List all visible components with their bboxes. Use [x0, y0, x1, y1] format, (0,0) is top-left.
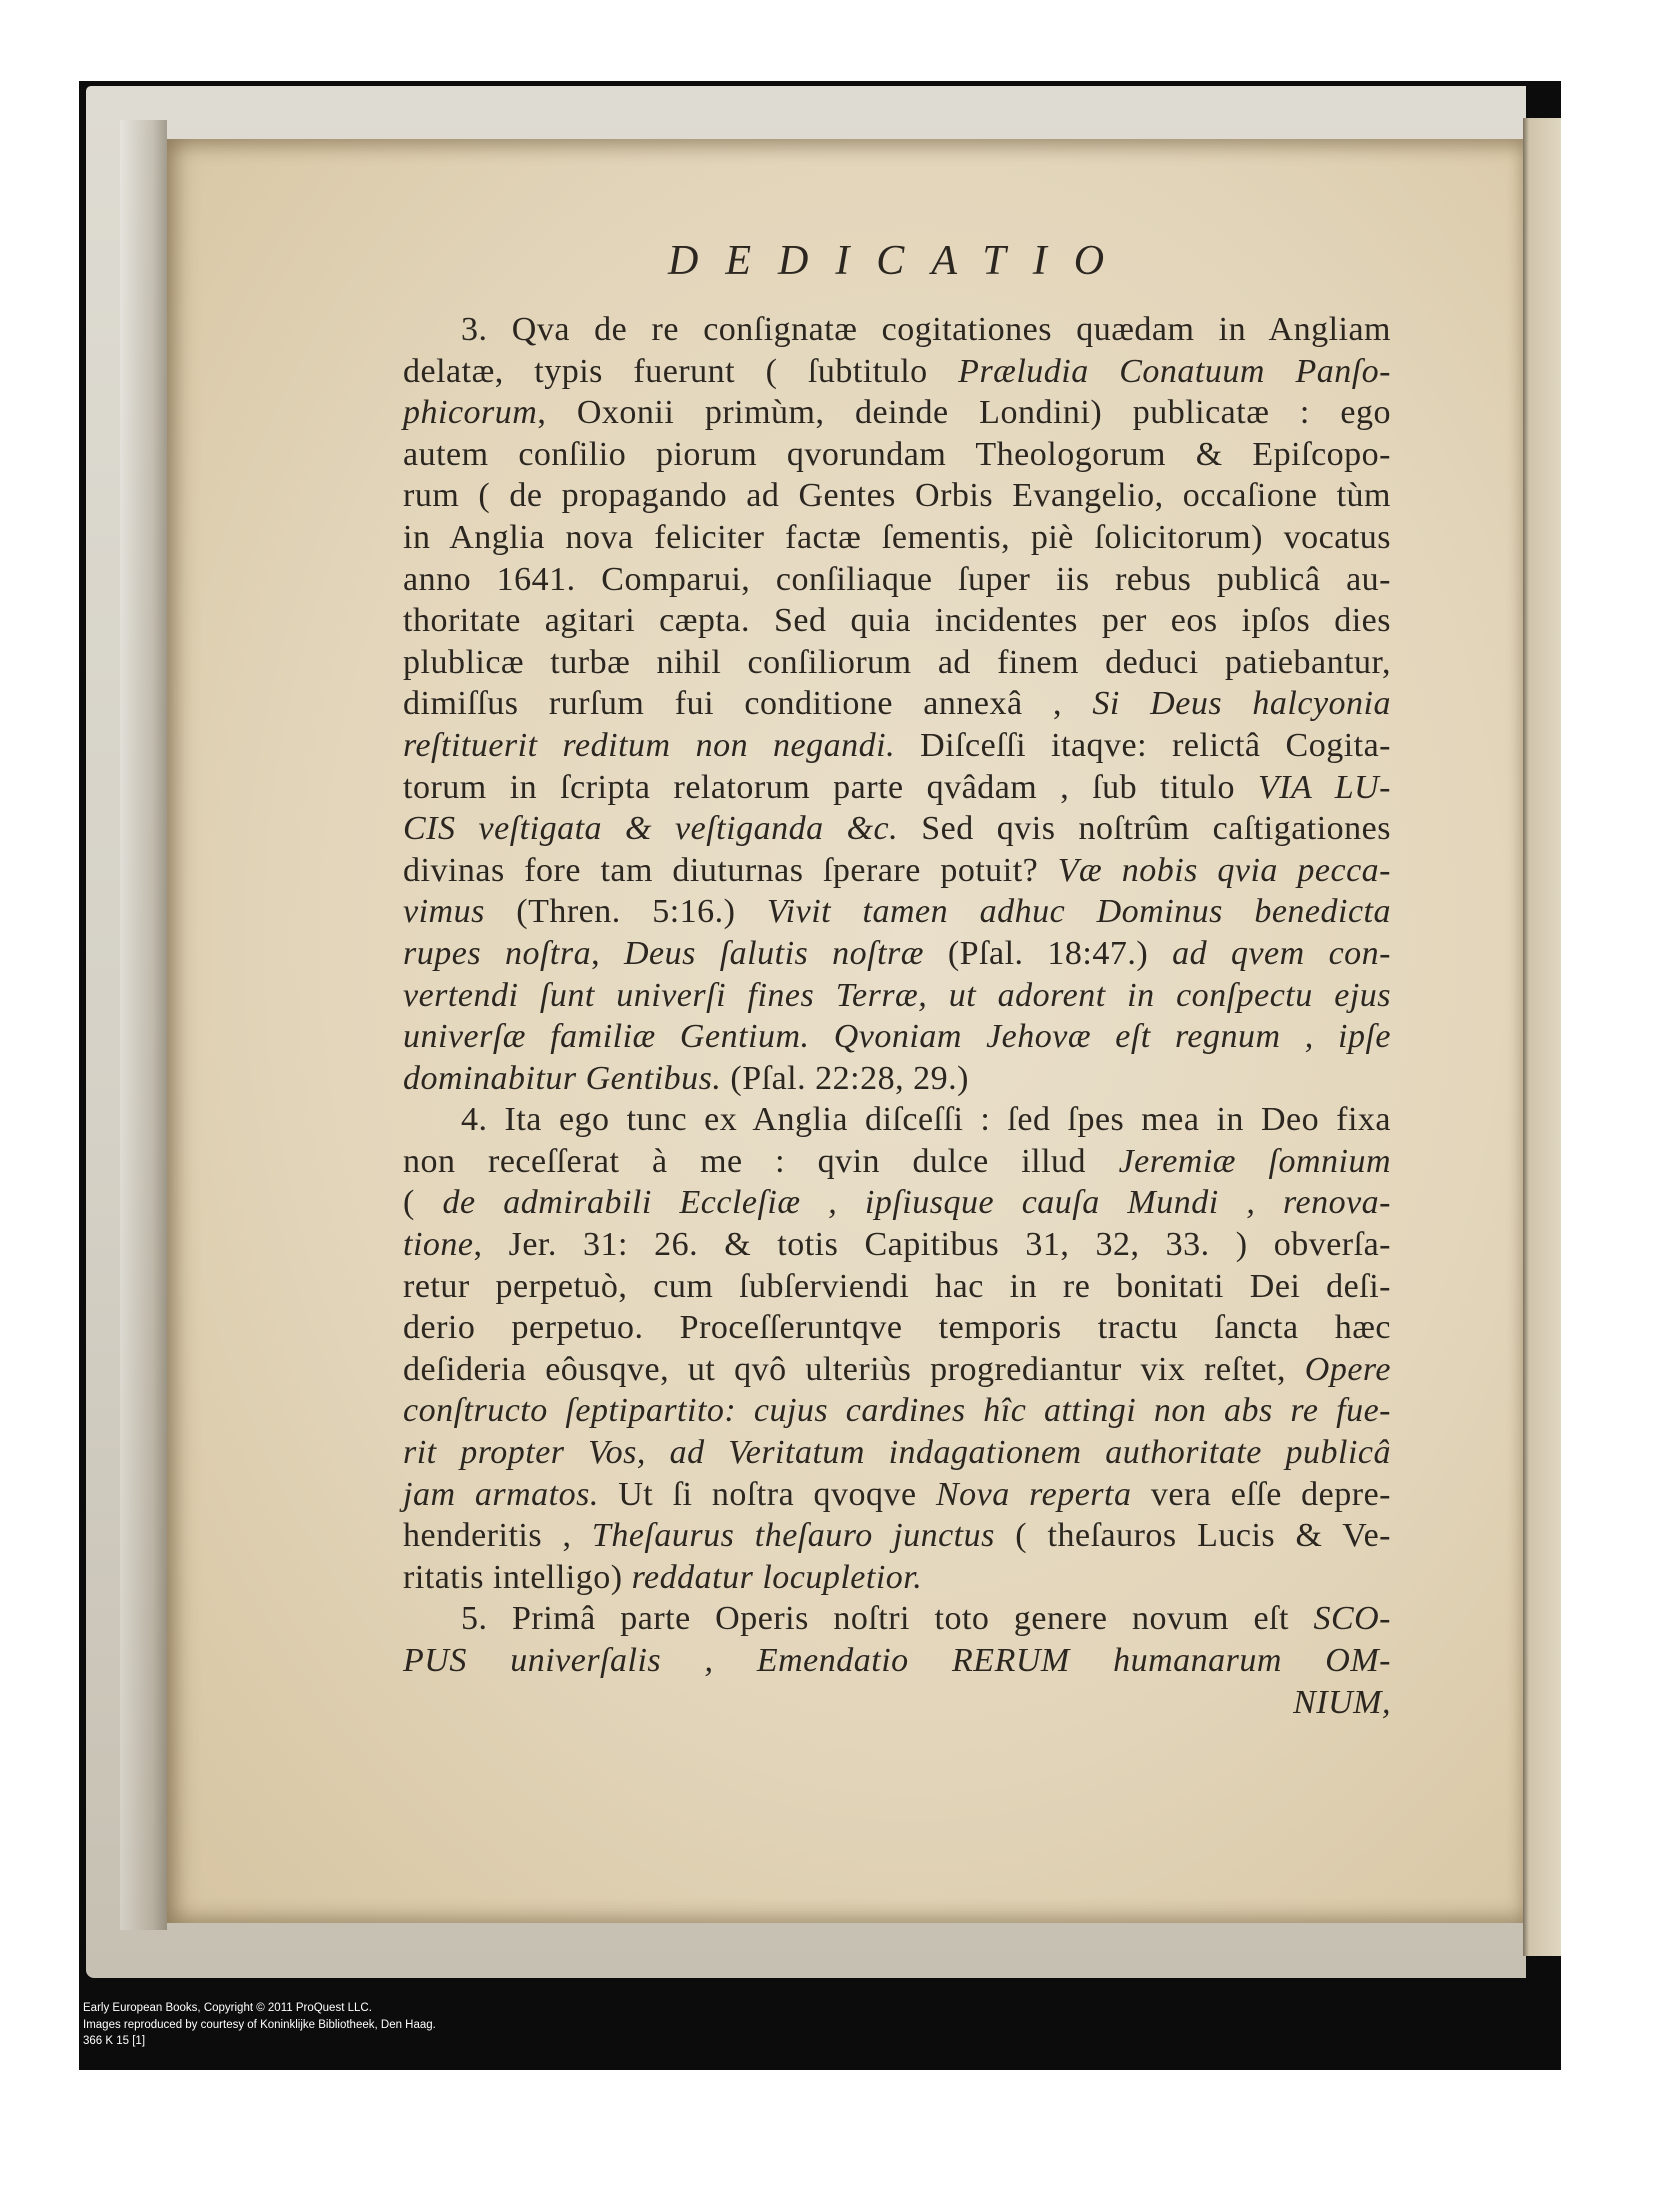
roman-text: retur perpetuò, cum ſubſerviendi hac in re bonitati Dei deſi- — [403, 1267, 1391, 1305]
roman-text: henderitis , — [403, 1517, 592, 1555]
text-line — [403, 559, 1391, 601]
italic-text: SCO- — [1313, 1600, 1391, 1638]
roman-text: in Anglia nova feliciter factæ ſementis, piè ſolicitorum) vocatus — [403, 518, 1391, 556]
roman-text: 3. Qva de re conſignatæ cogitationes quædam in Angliam — [461, 311, 1391, 348]
roman-text: vera eſſe depre- — [1131, 1475, 1392, 1513]
italic-text: tione — [403, 1226, 474, 1264]
text-line — [403, 1515, 1391, 1557]
paragraph — [403, 1598, 1391, 1723]
italic-text: Deus ſalutis noſtræ — [623, 934, 924, 972]
text-line — [403, 475, 1391, 517]
italic-text: reſtituerit reditum non negandi. — [403, 726, 896, 764]
text-line — [403, 975, 1391, 1017]
text-block — [403, 309, 1391, 1723]
text-line — [403, 891, 1391, 933]
italic-text: Opere — [1304, 1350, 1391, 1388]
italic-text: jam armatos. — [403, 1475, 599, 1513]
paragraph — [403, 1099, 1391, 1598]
roman-text: 5. Primâ parte Operis noſtri toto genere novum eſt — [461, 1600, 1314, 1638]
text-line — [403, 683, 1391, 725]
text-line — [403, 600, 1391, 642]
footer-shelfmark: 366 K 15 [1] — [83, 2035, 146, 2048]
roman-text: ritatis intelligo) — [403, 1558, 632, 1596]
footer-copyright: Early European Books, Copyright © 2011 ProQuest LLC. — [83, 2002, 372, 2014]
italic-text: vimus — [403, 893, 485, 931]
italic-text: Væ nobis qvia pecca- — [1057, 851, 1391, 889]
roman-text: (Pſal. 18:47.) — [923, 934, 1173, 972]
roman-text: non receſſerat à me : qvin dulce illud — [403, 1142, 1119, 1180]
footer-courtesy: Images reproduced by courtesy of Koninklijke Bibliotheek, Den Haag. — [83, 2018, 436, 2031]
text-line — [403, 392, 1391, 434]
text-line — [403, 933, 1391, 975]
text-line — [403, 767, 1391, 809]
roman-text: rum ( de propagando ad Gentes Orbis Evangelio, occaſione tùm — [403, 477, 1391, 515]
text-line — [403, 1099, 1391, 1141]
text-line — [403, 1598, 1391, 1640]
roman-text: ( theſauros Lucis & Ve- — [994, 1517, 1391, 1555]
text-line — [403, 1474, 1391, 1516]
text-line — [403, 351, 1391, 393]
italic-text: CIS veſtigata & veſtiganda &c. — [403, 810, 899, 848]
roman-text: Sed qvis noſtrûm caſtigationes — [898, 810, 1391, 848]
text-line — [403, 850, 1391, 892]
text-line — [403, 725, 1391, 767]
roman-text: , Oxonii primùm, deinde Londini) publicatæ : ego — [537, 394, 1391, 432]
roman-text: derio perpetuo. Proceſſeruntqve temporis tractu ſancta hæc — [403, 1309, 1391, 1347]
italic-text: Nova reperta — [936, 1475, 1132, 1513]
text-line — [403, 808, 1391, 850]
roman-text: dimiſſus rurſum fui conditione annexâ , — [403, 685, 1093, 723]
text-line — [403, 1682, 1391, 1724]
text-line — [403, 1058, 1391, 1100]
italic-text: VIA LU- — [1257, 768, 1391, 806]
roman-text: divinas fore tam diuturnas ſperare potuit? — [403, 851, 1058, 889]
roman-text: (Pſal. 22:28, 29.) — [721, 1059, 969, 1097]
italic-text: vertendi ſunt univerſi fines Terræ, ut adorent in conſpectu ejus — [403, 976, 1391, 1014]
italic-text: ad qvem con- — [1172, 934, 1391, 972]
italic-text: Jeremiæ ſomnium — [1118, 1142, 1391, 1180]
roman-text: thoritate agitari cæpta. Sed quia incidentes per eos ipſos dies — [403, 602, 1391, 640]
text-line — [403, 1432, 1391, 1474]
roman-text: deſideria eôusqve, ut qvô ulteriùs progrediantur vix reſtet, — [403, 1350, 1305, 1388]
text-line — [403, 1266, 1391, 1308]
text-line — [403, 1141, 1391, 1183]
page-heading: DEDICATIO — [668, 238, 1132, 284]
roman-text: , — [591, 934, 624, 972]
roman-text: autem conſilio piorum qvorundam Theologorum & Epiſcopo- — [403, 435, 1391, 473]
text-line — [403, 1016, 1391, 1058]
italic-text: rupes noſtra — [403, 934, 592, 972]
text-line — [403, 1224, 1391, 1266]
italic-text: rit propter Vos, ad Veritatum indagationem authoritate publicâ — [403, 1434, 1391, 1472]
italic-text: Si Deus halcyonia — [1092, 685, 1391, 723]
roman-text: Diſceſſi itaqve: relictâ Cogita- — [895, 726, 1392, 764]
italic-text: phicorum — [403, 394, 538, 432]
italic-text: conſtructo ſeptipartito: cujus cardines hîc attingi non abs re fue- — [403, 1392, 1391, 1430]
text-line — [403, 1390, 1391, 1432]
italic-text: reddatur locupletior. — [631, 1558, 923, 1596]
italic-text: Vivit tamen adhuc Dominus benedicta — [766, 893, 1391, 931]
text-line — [403, 1640, 1391, 1682]
cover-fold — [120, 120, 167, 1930]
roman-text: delatæ, typis fuerunt ( ſubtitulo — [403, 352, 959, 390]
roman-text: Ut ſi noſtra qvoqve — [598, 1475, 936, 1513]
paragraph — [403, 309, 1391, 1099]
italic-text: NIUM, — [1293, 1683, 1391, 1721]
text-line — [403, 642, 1391, 684]
italic-text: Theſaurus theſauro junctus — [591, 1517, 995, 1555]
roman-text: (Thren. 5:16.) — [484, 893, 767, 931]
italic-text: univerſæ familiæ Gentium. Qvoniam Jehovæ eſt regnum , ipſe — [403, 1018, 1391, 1056]
roman-text: plublicæ turbæ nihil conſiliorum ad finem deduci patiebantur, — [403, 643, 1391, 681]
italic-text: dominabitur Gentibus. — [403, 1059, 722, 1097]
text-line — [403, 517, 1391, 559]
italic-text: de admirabili Eccleſiæ , ipſiusque cauſa Mundi , renova- — [442, 1184, 1391, 1222]
text-line — [403, 434, 1391, 476]
roman-text: 4. Ita ego tunc ex Anglia diſceſſi : ſed ſpes mea in Deo fixa — [461, 1101, 1391, 1139]
text-line — [403, 1349, 1391, 1391]
roman-text: ( — [403, 1184, 443, 1222]
text-line — [403, 309, 1391, 351]
roman-text: anno 1641. Comparui, conſiliaque ſuper iis rebus publicâ au- — [403, 560, 1391, 598]
text-line — [403, 1182, 1391, 1224]
text-line — [403, 1307, 1391, 1349]
italic-text: PUS univerſalis , Emendatio RERUM humanarum OM- — [403, 1642, 1391, 1679]
text-line — [403, 1557, 1391, 1599]
next-page-edge — [1523, 118, 1561, 1956]
roman-text: torum in ſcripta relatorum parte qvâdam , ſub titulo — [403, 768, 1258, 806]
italic-text: Præludia Conatuum Panſo- — [958, 352, 1391, 390]
footer — [83, 2000, 436, 2050]
roman-text: , Jer. 31: 26. & totis Capitibus 31, 32, 33. ) obverſa- — [473, 1226, 1391, 1264]
